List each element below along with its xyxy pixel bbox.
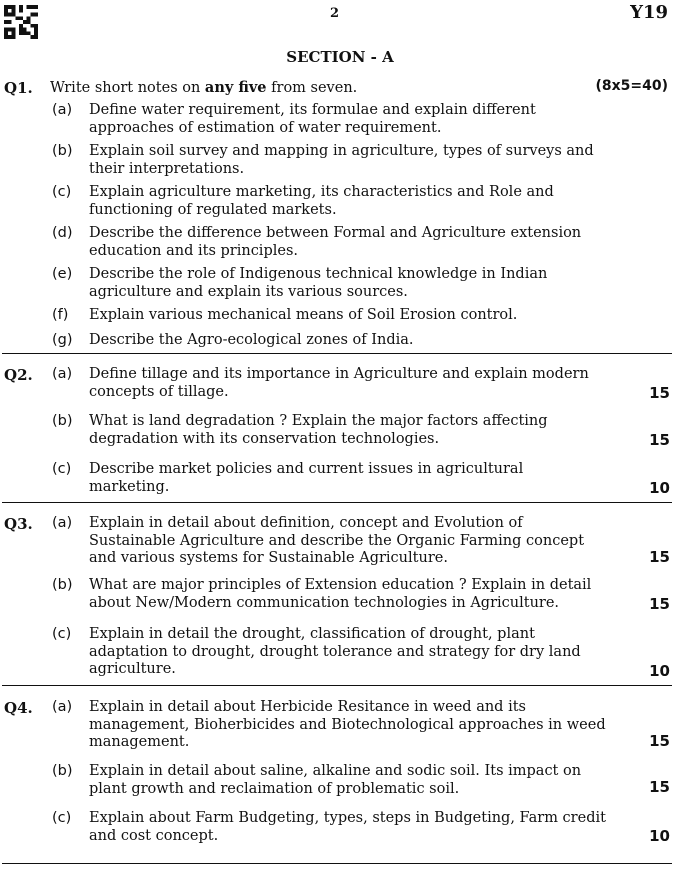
part-label: (c) bbox=[52, 810, 72, 826]
marks: 10 bbox=[649, 479, 670, 497]
question-text: Describe the difference between Formal and Agriculture extension education and its principles. bbox=[89, 225, 582, 259]
marks: 15 bbox=[649, 431, 670, 449]
part-label: (d) bbox=[52, 225, 73, 241]
part-label: (c) bbox=[52, 626, 72, 642]
part-label: (e) bbox=[52, 266, 73, 282]
part-label: (a) bbox=[52, 699, 73, 715]
part-label: (b) bbox=[52, 763, 73, 779]
marks: 15 bbox=[649, 778, 670, 796]
marks: 15 bbox=[649, 732, 670, 750]
marks: 15 bbox=[649, 384, 670, 402]
part-label: (g) bbox=[52, 332, 73, 348]
part-label: (a) bbox=[52, 515, 73, 531]
question-text: Explain agriculture marketing, its characteristics and Role and functioning of regulated markets. bbox=[89, 184, 554, 218]
section-title: SECTION - A bbox=[286, 48, 394, 66]
question-text: Explain in detail the drought, classification of drought, plant adaptation to drought, drought tolerance and strategy for dry land agriculture. bbox=[89, 626, 581, 677]
q1-total-marks: (8x5=40) bbox=[595, 78, 668, 94]
question-text: Describe market policies and current issues in agricultural marketing. bbox=[89, 461, 524, 495]
divider bbox=[2, 353, 672, 354]
question-text: Explain various mechanical means of Soil Erosion control. bbox=[89, 307, 518, 323]
paper-code: Y19 bbox=[630, 2, 668, 23]
part-label: (b) bbox=[52, 143, 73, 159]
q1-instruction: Write short notes on any five from seven. bbox=[50, 79, 358, 96]
question-text: Define tillage and its importance in Agriculture and explain modern concepts of tillage. bbox=[89, 366, 589, 400]
question-text: Explain soil survey and mapping in agriculture, types of surveys and their interpretations. bbox=[89, 143, 594, 177]
question-number: Q3. bbox=[4, 515, 33, 533]
question-number: Q1. bbox=[4, 79, 33, 97]
question-text: Describe the Agro-ecological zones of India. bbox=[89, 332, 414, 348]
part-label: (a) bbox=[52, 102, 73, 118]
question-text: What is land degradation ? Explain the major factors affecting degradation with its conservation technologies. bbox=[89, 413, 548, 447]
question-text: Explain in detail about saline, alkaline and sodic soil. Its impact on plant growth and reclaimation of problematic soil. bbox=[89, 763, 582, 797]
marks: 10 bbox=[649, 662, 670, 680]
part-label: (a) bbox=[52, 366, 73, 382]
qr-code-icon bbox=[4, 5, 38, 39]
divider bbox=[2, 863, 672, 864]
marks: 10 bbox=[649, 827, 670, 845]
divider bbox=[2, 685, 672, 686]
marks: 15 bbox=[649, 548, 670, 566]
question-text: Define water requirement, its formulae and explain different approaches of estimation of water requirement. bbox=[89, 102, 536, 136]
part-label: (c) bbox=[52, 184, 72, 200]
question-text: Describe the role of Indigenous technical knowledge in Indian agriculture and explain its various sources. bbox=[89, 266, 548, 300]
part-label: (c) bbox=[52, 461, 72, 477]
page-number: 2 bbox=[330, 6, 340, 21]
question-text: Explain about Farm Budgeting, types, steps in Budgeting, Farm credit and cost concept. bbox=[89, 810, 606, 844]
question-text: Explain in detail about definition, concept and Evolution of Sustainable Agriculture and describe the Organic Farming concept and various systems for Sustainable Agriculture. bbox=[89, 515, 585, 566]
question-text: Explain in detail about Herbicide Resitance in weed and its management, Bioherbicides and Biotechnological approaches in weed management. bbox=[89, 699, 606, 750]
question-number: Q2. bbox=[4, 366, 33, 384]
marks: 15 bbox=[649, 595, 670, 613]
divider bbox=[2, 502, 672, 503]
part-label: (f) bbox=[52, 307, 69, 323]
part-label: (b) bbox=[52, 577, 73, 593]
question-text: What are major principles of Extension education ? Explain in detail about New/Modern communication technologies in Agriculture. bbox=[89, 577, 592, 611]
part-label: (b) bbox=[52, 413, 73, 429]
question-number: Q4. bbox=[4, 699, 33, 717]
